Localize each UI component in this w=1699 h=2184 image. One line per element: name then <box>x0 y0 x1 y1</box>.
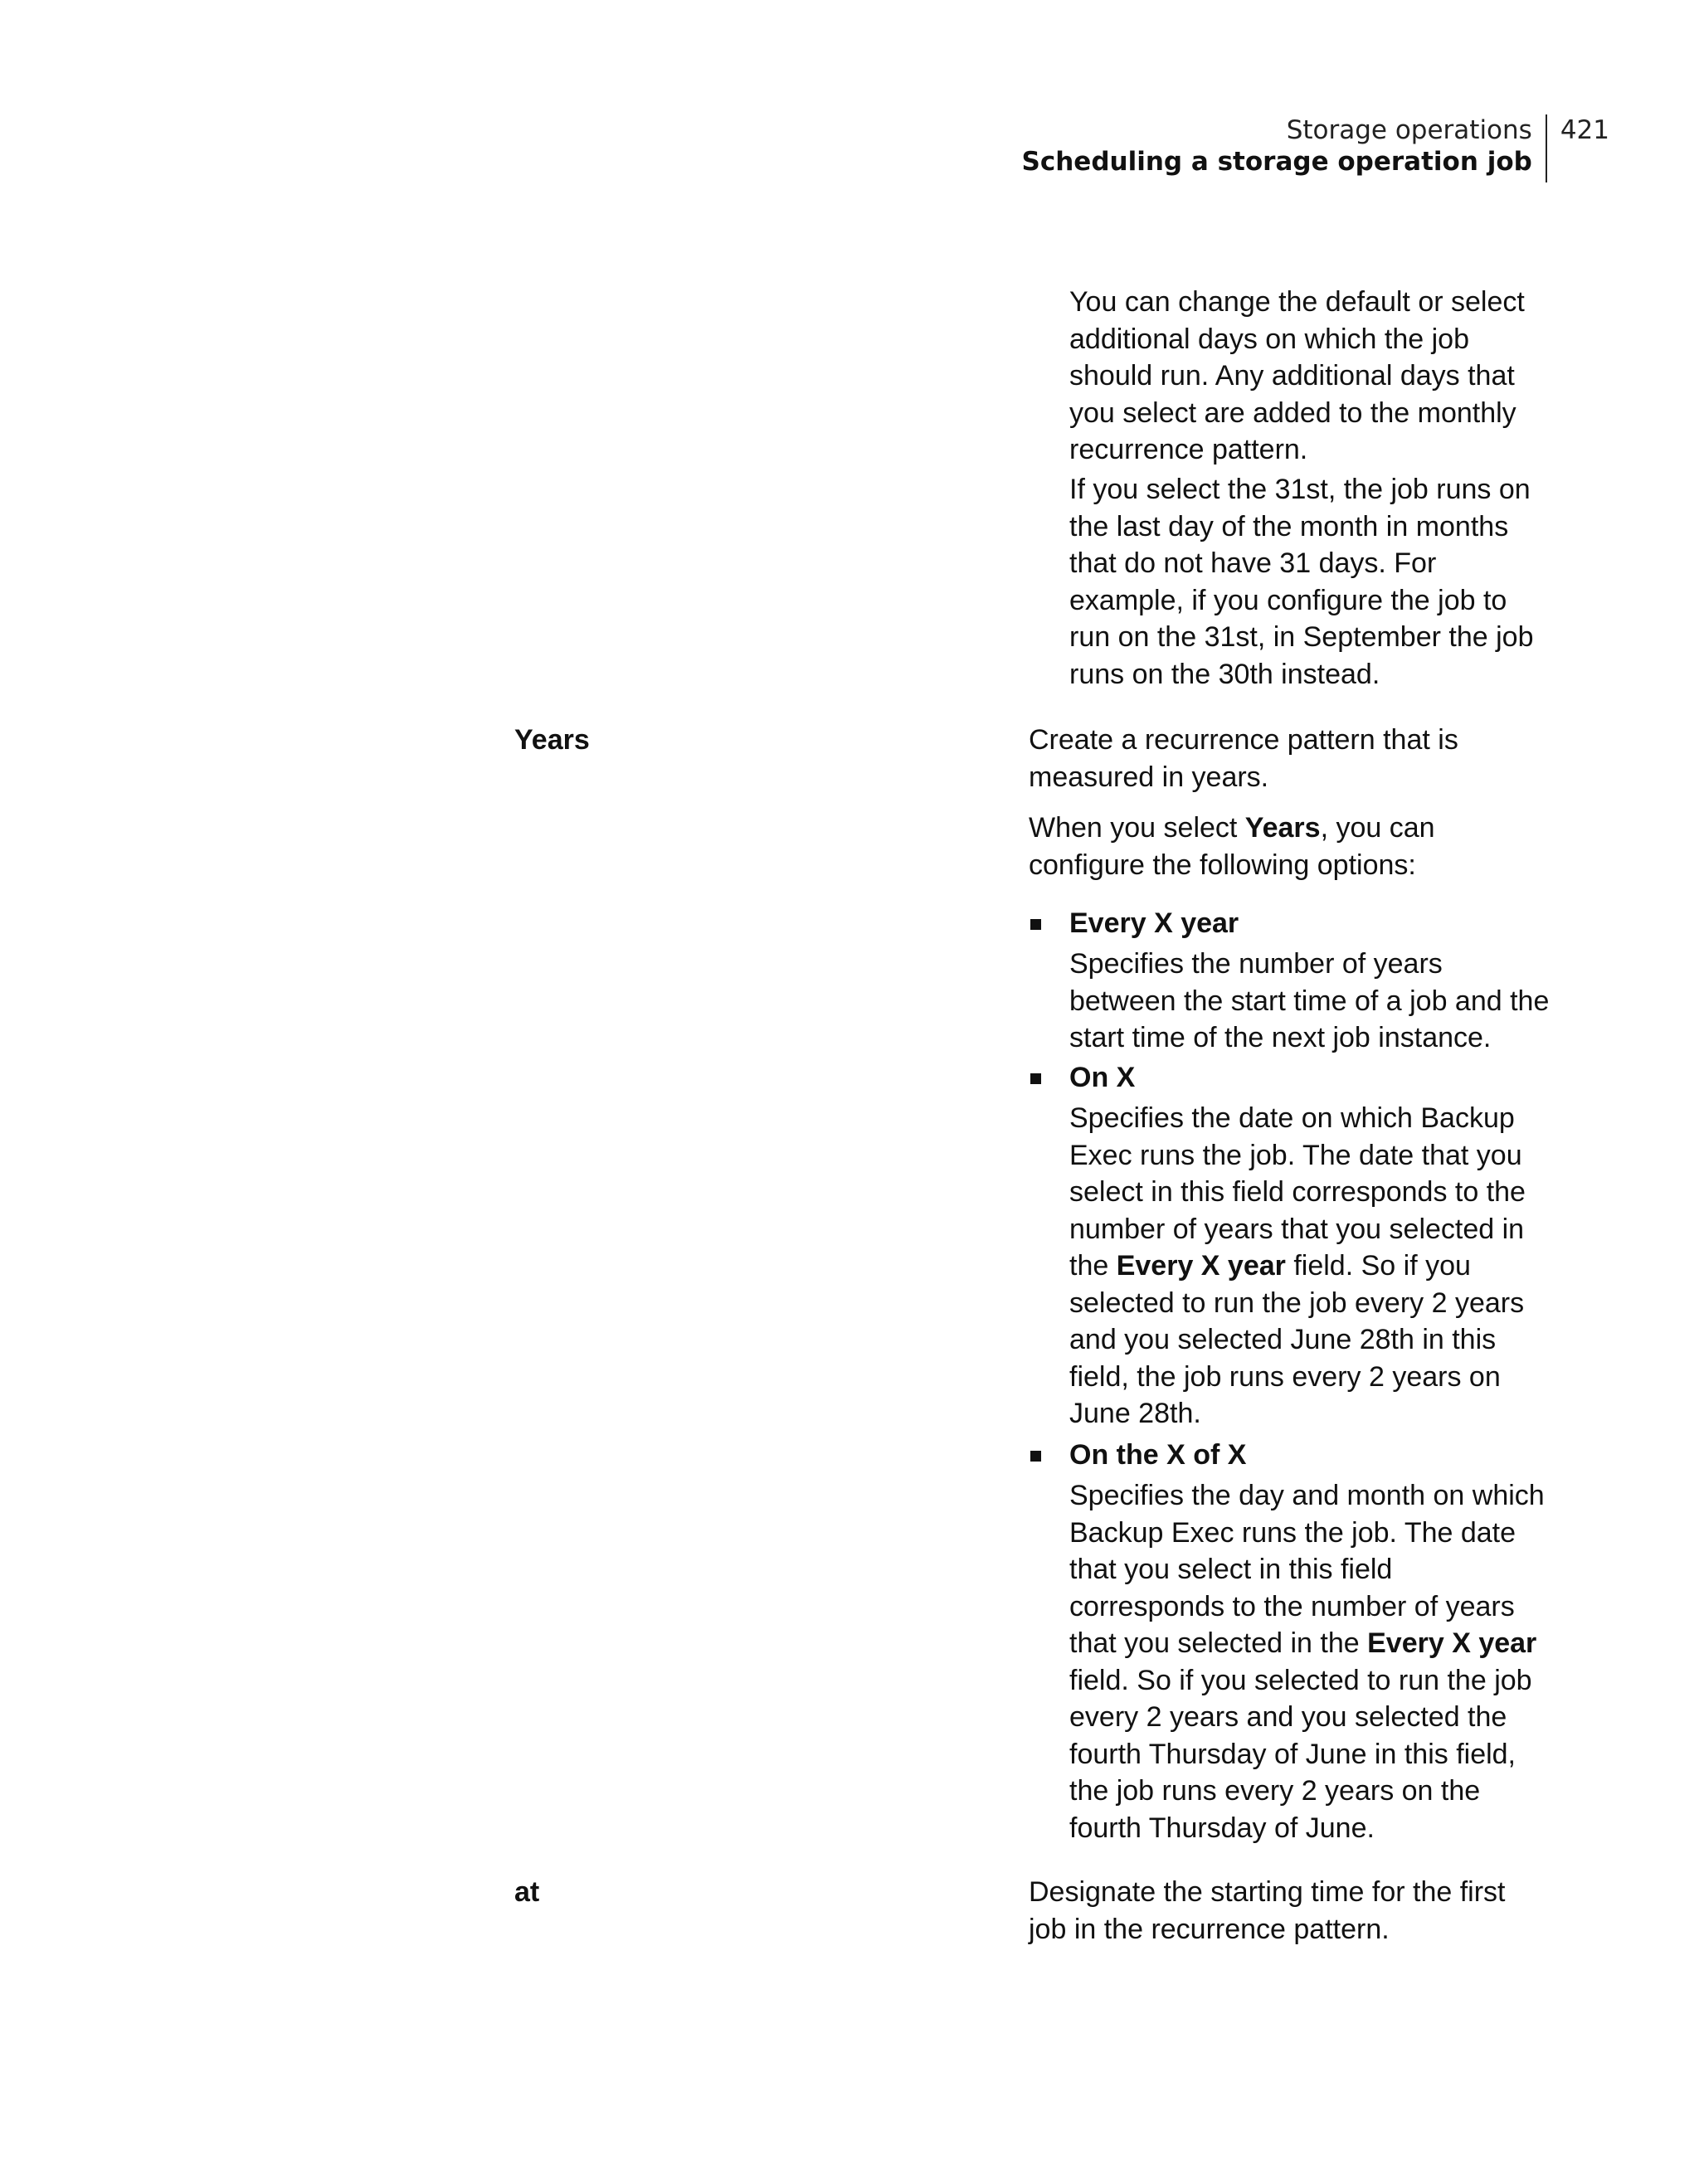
bullet-on-the-x-of-x-title: On the X of X <box>1069 1439 1247 1471</box>
months-continued-paragraph-1: You can change the default or select additional days on which the job should run. Any additional days that you select are added to the monthly recurrence pattern. <box>1069 286 1525 465</box>
bullet-on-the-x-of-x-text-pre: Specifies the day and month on which Backup Exec runs the job. The date that you select in this field corresponds to the number of years that you selected in the <box>1069 1480 1545 1659</box>
header-section-title: Storage operations <box>1286 115 1532 145</box>
years-intro-post: , you can configure the following options: <box>1029 812 1435 881</box>
bullet-on-the-x-of-x-text-post: field. So if you selected to run the job every 2 years and you selected the fourth Thursday of June in this field, the job runs every 2 years on the fourth Thursday of June. <box>1069 1664 1532 1844</box>
bullet-on-x-text-bold: Every X year <box>1116 1250 1286 1282</box>
term-years: Years <box>514 724 590 756</box>
bullet-every-x-year-text: Specifies the number of years between the start time of a job and the start time of the next job instance. <box>1069 948 1550 1053</box>
bullet-on-x-title: On X <box>1069 1062 1136 1093</box>
bullet-on-x-text-pre: Specifies the date on which Backup Exec runs the job. The date that you select in this field corresponds to the number of years that you selected in the <box>1069 1102 1526 1282</box>
years-description: Create a recurrence pattern that is measured in years. <box>1029 724 1458 793</box>
header-titles <box>1022 114 1547 182</box>
bullet-square-icon <box>1030 919 1041 930</box>
years-options-intro <box>1029 810 1543 883</box>
bullet-on-the-x-of-x-text <box>1069 1477 1551 1846</box>
bullet-square-icon <box>1030 1073 1041 1084</box>
page-number: 421 <box>1560 115 1609 145</box>
at-description: Designate the starting time for the first job in the recurrence pattern. <box>1029 1876 1506 1945</box>
bullet-square-icon <box>1030 1451 1041 1462</box>
header-subsection-title: Scheduling a storage operation job <box>1021 147 1532 177</box>
bullet-on-x-text <box>1069 1100 1551 1432</box>
bullet-every-x-year-title: Every X year <box>1069 907 1239 939</box>
bullet-on-x-text-post: field. So if you selected to run the job every 2 years and you selected June 28th in this field, the job runs every 2 years on June 28th. <box>1069 1250 1525 1429</box>
years-intro-bold: Years <box>1244 812 1321 844</box>
months-continued-paragraph-2: If you select the 31st, the job runs on the last day of the month in months that do not have 31 days. For example, if you configure the job to run on the 31st, in September the job runs on the 30th instead. <box>1069 474 1534 690</box>
years-intro-pre: When you select <box>1029 812 1245 844</box>
bullet-on-the-x-of-x-text-bold: Every X year <box>1367 1627 1537 1659</box>
running-header <box>1022 114 1609 182</box>
term-at: at <box>514 1876 540 1908</box>
